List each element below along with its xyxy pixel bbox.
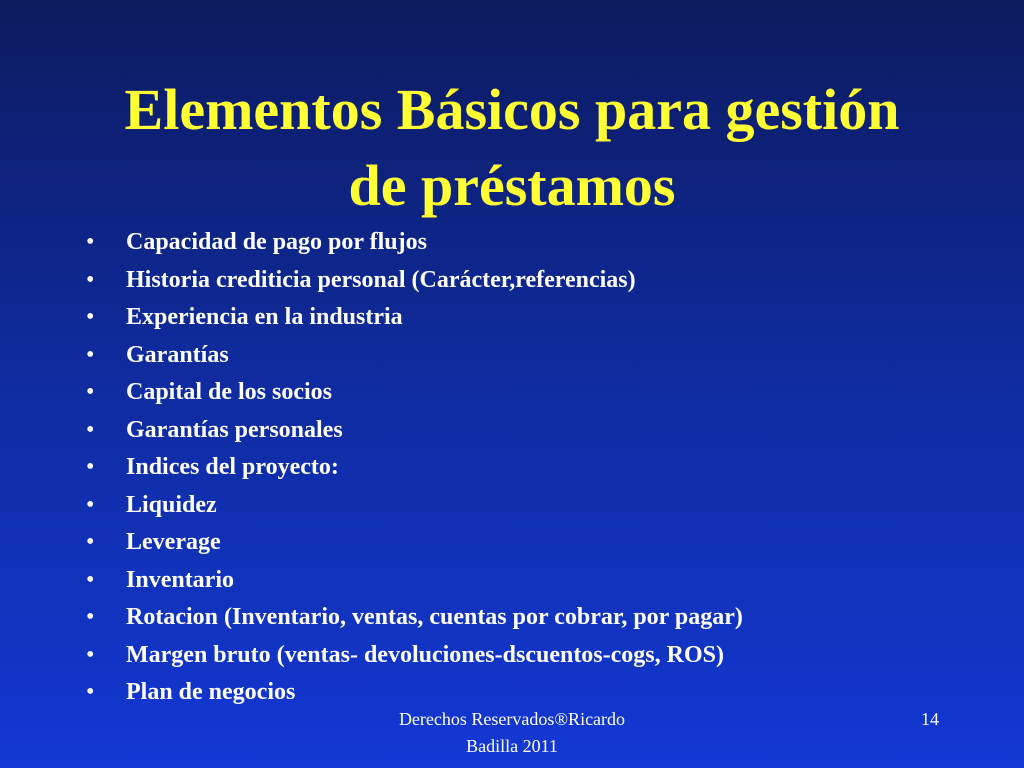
- page-number: 14: [921, 709, 939, 729]
- bullet-text: Inventario: [126, 566, 234, 593]
- bullet-text: Liquidez: [126, 491, 217, 518]
- bullet-text: Garantías: [126, 341, 229, 368]
- bullet-icon: •: [86, 566, 95, 593]
- bullet-icon: •: [86, 679, 95, 705]
- bullet-icon: •: [86, 529, 95, 555]
- bullet-icon: •: [86, 304, 95, 330]
- bullet-item: [86, 412, 743, 450]
- slide-title-line-2: de préstamos: [348, 153, 676, 218]
- bullet-icon: •: [86, 416, 95, 443]
- bullet-text: Historia crediticia personal (Carácter,referencias): [126, 266, 636, 293]
- bullet-icon: •: [86, 641, 95, 668]
- bullet-list: [86, 224, 743, 712]
- footer-copyright: [370, 706, 654, 760]
- bullet-text: Indices del proyecto:: [126, 454, 339, 480]
- bullet-item: [86, 337, 743, 375]
- bullet-item: [86, 262, 743, 300]
- bullet-text: Capital de los socios: [126, 379, 333, 405]
- bullet-item: [86, 524, 743, 562]
- bullet-text: Garantías personales: [126, 416, 343, 443]
- slide-title-line-1: Elementos Básicos para gestión: [124, 77, 900, 142]
- bullet-text: Plan de negocios: [126, 679, 296, 705]
- bullet-item: [86, 562, 743, 600]
- bullet-icon: •: [86, 454, 95, 480]
- bullet-item: [86, 449, 743, 487]
- bullet-text: Experiencia en la industria: [126, 304, 403, 330]
- bullet-item: [86, 637, 743, 675]
- bullet-icon: •: [86, 229, 95, 255]
- bullet-icon: •: [86, 604, 95, 630]
- footer-line-1: Derechos Reservados®Ricardo: [398, 709, 626, 729]
- bullet-item: [86, 487, 743, 525]
- bullet-item: [86, 599, 743, 637]
- bullet-text: Margen bruto (ventas- devoluciones-dscuentos-cogs, ROS): [126, 641, 724, 668]
- bullet-icon: •: [86, 491, 95, 518]
- slide-title: [60, 72, 964, 224]
- bullet-item: [86, 224, 743, 262]
- footer-line-2: Badilla 2011: [466, 736, 558, 756]
- bullet-text: Capacidad de pago por flujos: [126, 229, 427, 255]
- bullet-icon: •: [86, 379, 95, 405]
- bullet-item: [86, 299, 743, 337]
- bullet-icon: •: [86, 266, 95, 293]
- bullet-text: Rotacion (Inventario, ventas, cuentas por cobrar, por pagar): [126, 604, 743, 630]
- bullet-item: [86, 374, 743, 412]
- bullet-text: Leverage: [126, 529, 221, 555]
- bullet-icon: •: [86, 341, 95, 368]
